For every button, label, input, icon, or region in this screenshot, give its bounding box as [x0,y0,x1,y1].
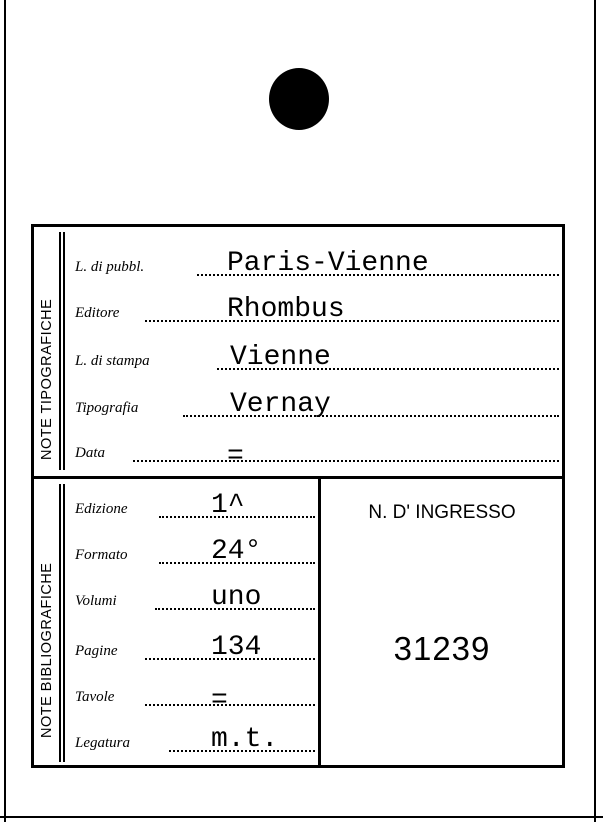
field-tipografia [75,391,559,421]
field-legatura [75,726,315,756]
field-value: 134 [211,632,262,663]
column-divider [318,479,321,768]
card-right-edge [594,0,596,822]
dotted-line [145,704,315,706]
field-label: Tipografia [75,400,139,416]
sidebar-tipografiche [37,232,59,470]
field-label: Tavole [75,689,115,705]
field-formato [75,538,315,568]
field-value: Rhombus [227,294,345,325]
field-volumi [75,584,315,614]
field-value: = [227,441,244,472]
sidebar-bibliografiche [37,484,59,762]
field-value: uno [211,582,262,613]
field-data [75,436,559,472]
field-label: Volumi [75,593,117,609]
card-bottom-edge [0,816,603,818]
section-label-bibliografiche: NOTE BIBLIOGRAFICHE [39,562,55,738]
field-value: Paris-Vienne [227,248,429,279]
field-label: Pagine [75,643,118,659]
field-value: Vernay [230,389,331,420]
field-tavole [75,680,315,716]
field-label: Editore [75,305,120,321]
punch-hole [269,68,329,130]
field-value: Vienne [230,342,331,373]
field-value: m.t. [211,724,279,755]
field-value: 1^ [211,490,245,521]
field-label: Edizione [75,501,128,517]
ingresso-title: N. D' INGRESSO [368,502,516,523]
card-left-edge [4,0,6,822]
field-label: Formato [75,547,128,563]
section-label-tipografiche: NOTE TIPOGRAFICHE [39,298,55,460]
field-edizione [75,492,315,522]
field-editore [75,296,559,326]
field-value: = [211,685,228,716]
section-divider [31,476,565,479]
sidebar-rule [59,484,61,762]
field-label: L. di stampa [75,353,150,369]
ingresso-number: 31239 [393,630,491,667]
sidebar-rule [63,484,65,762]
dotted-line [145,320,559,322]
sidebar-rule [59,232,61,470]
field-label: Data [75,445,105,461]
field-value: 24° [211,536,262,567]
sidebar-rule [63,232,65,470]
field-luogo-stampa [75,344,559,374]
field-label: Legatura [75,735,131,751]
field-luogo-pubblicazione [75,250,559,280]
dotted-line [133,460,559,462]
field-label: L. di pubbl. [75,259,145,275]
field-pagine [75,634,315,664]
